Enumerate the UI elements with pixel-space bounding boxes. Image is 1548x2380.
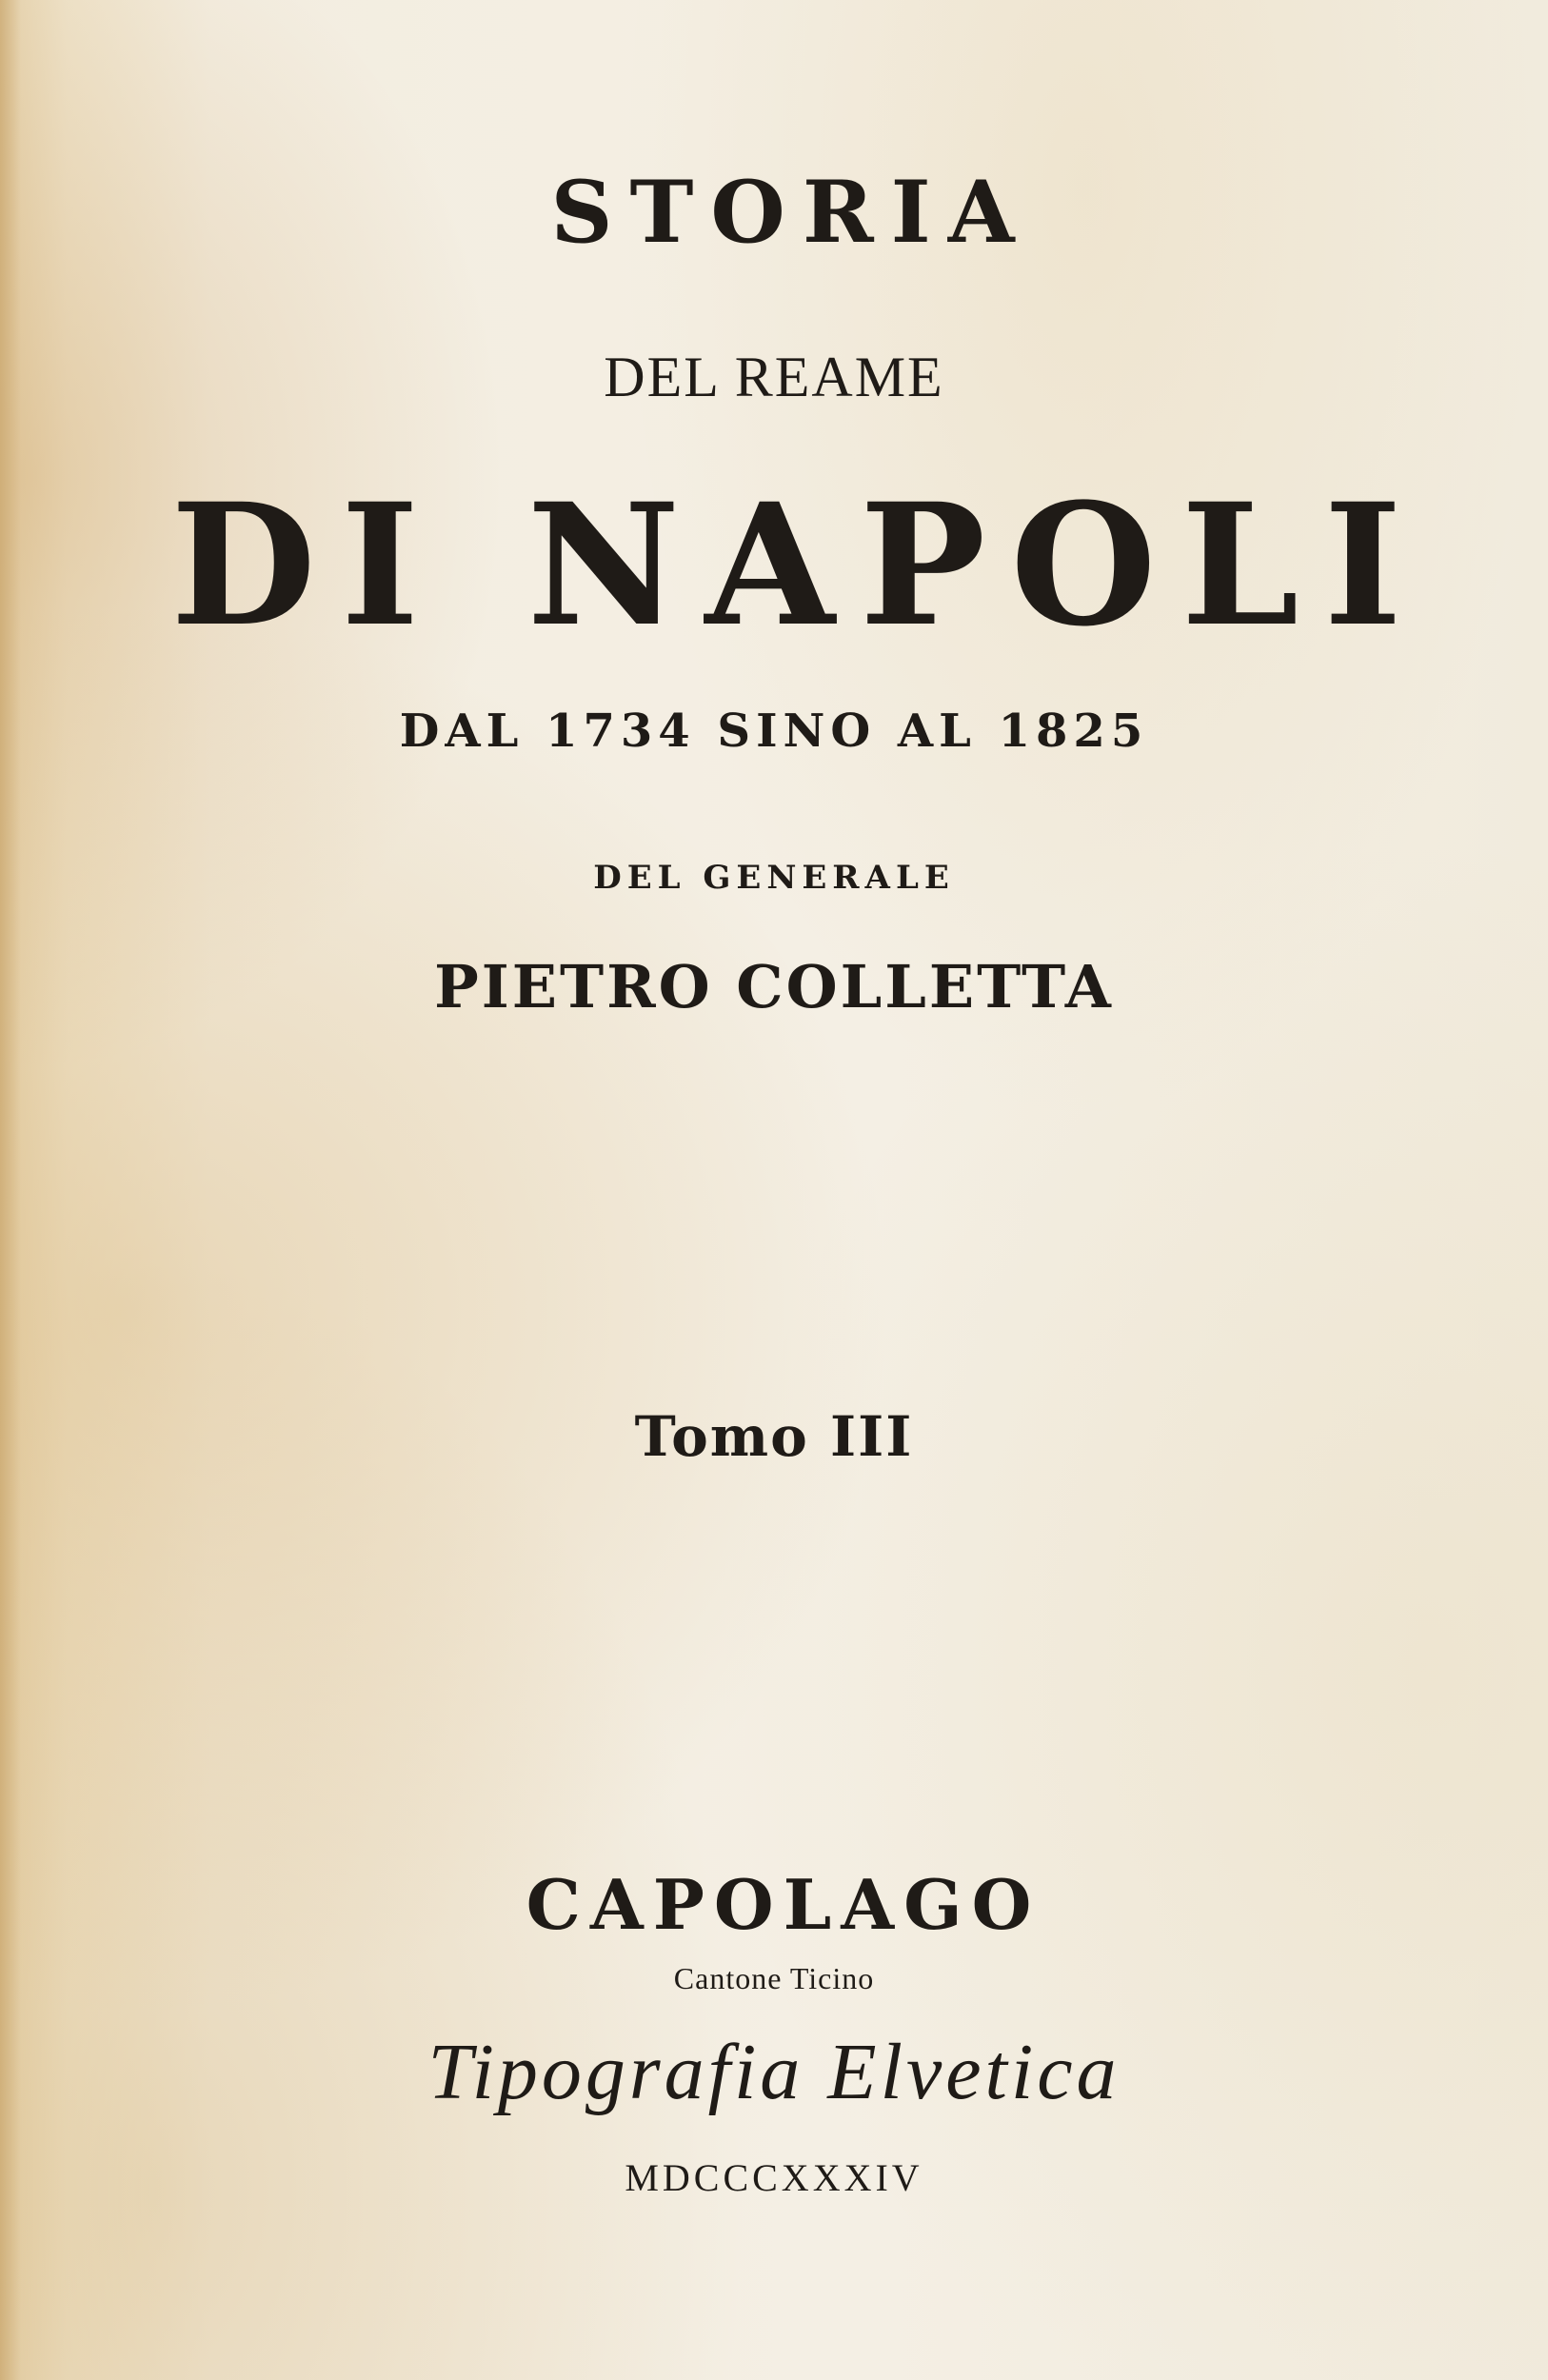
publication-year: MDCCCXXXIV bbox=[625, 2156, 923, 2199]
publication-place: CAPOLAGO bbox=[526, 1864, 1042, 1945]
author-intro: DEL GENERALE bbox=[593, 859, 955, 897]
title-storia: STORIA bbox=[550, 162, 1032, 263]
author-name: PIETRO COLLETTA bbox=[434, 952, 1114, 1021]
date-range: DAL 1734 SINO AL 1825 bbox=[399, 704, 1149, 758]
volume-number: Tomo III bbox=[634, 1404, 914, 1469]
printer-name: Tipografia Elvetica bbox=[427, 2028, 1121, 2116]
title-del-reame: DEL REAME bbox=[604, 346, 944, 408]
publication-region: Cantone Ticino bbox=[673, 1961, 875, 1995]
title-di-napoli: DI NAPOLI bbox=[170, 466, 1427, 664]
